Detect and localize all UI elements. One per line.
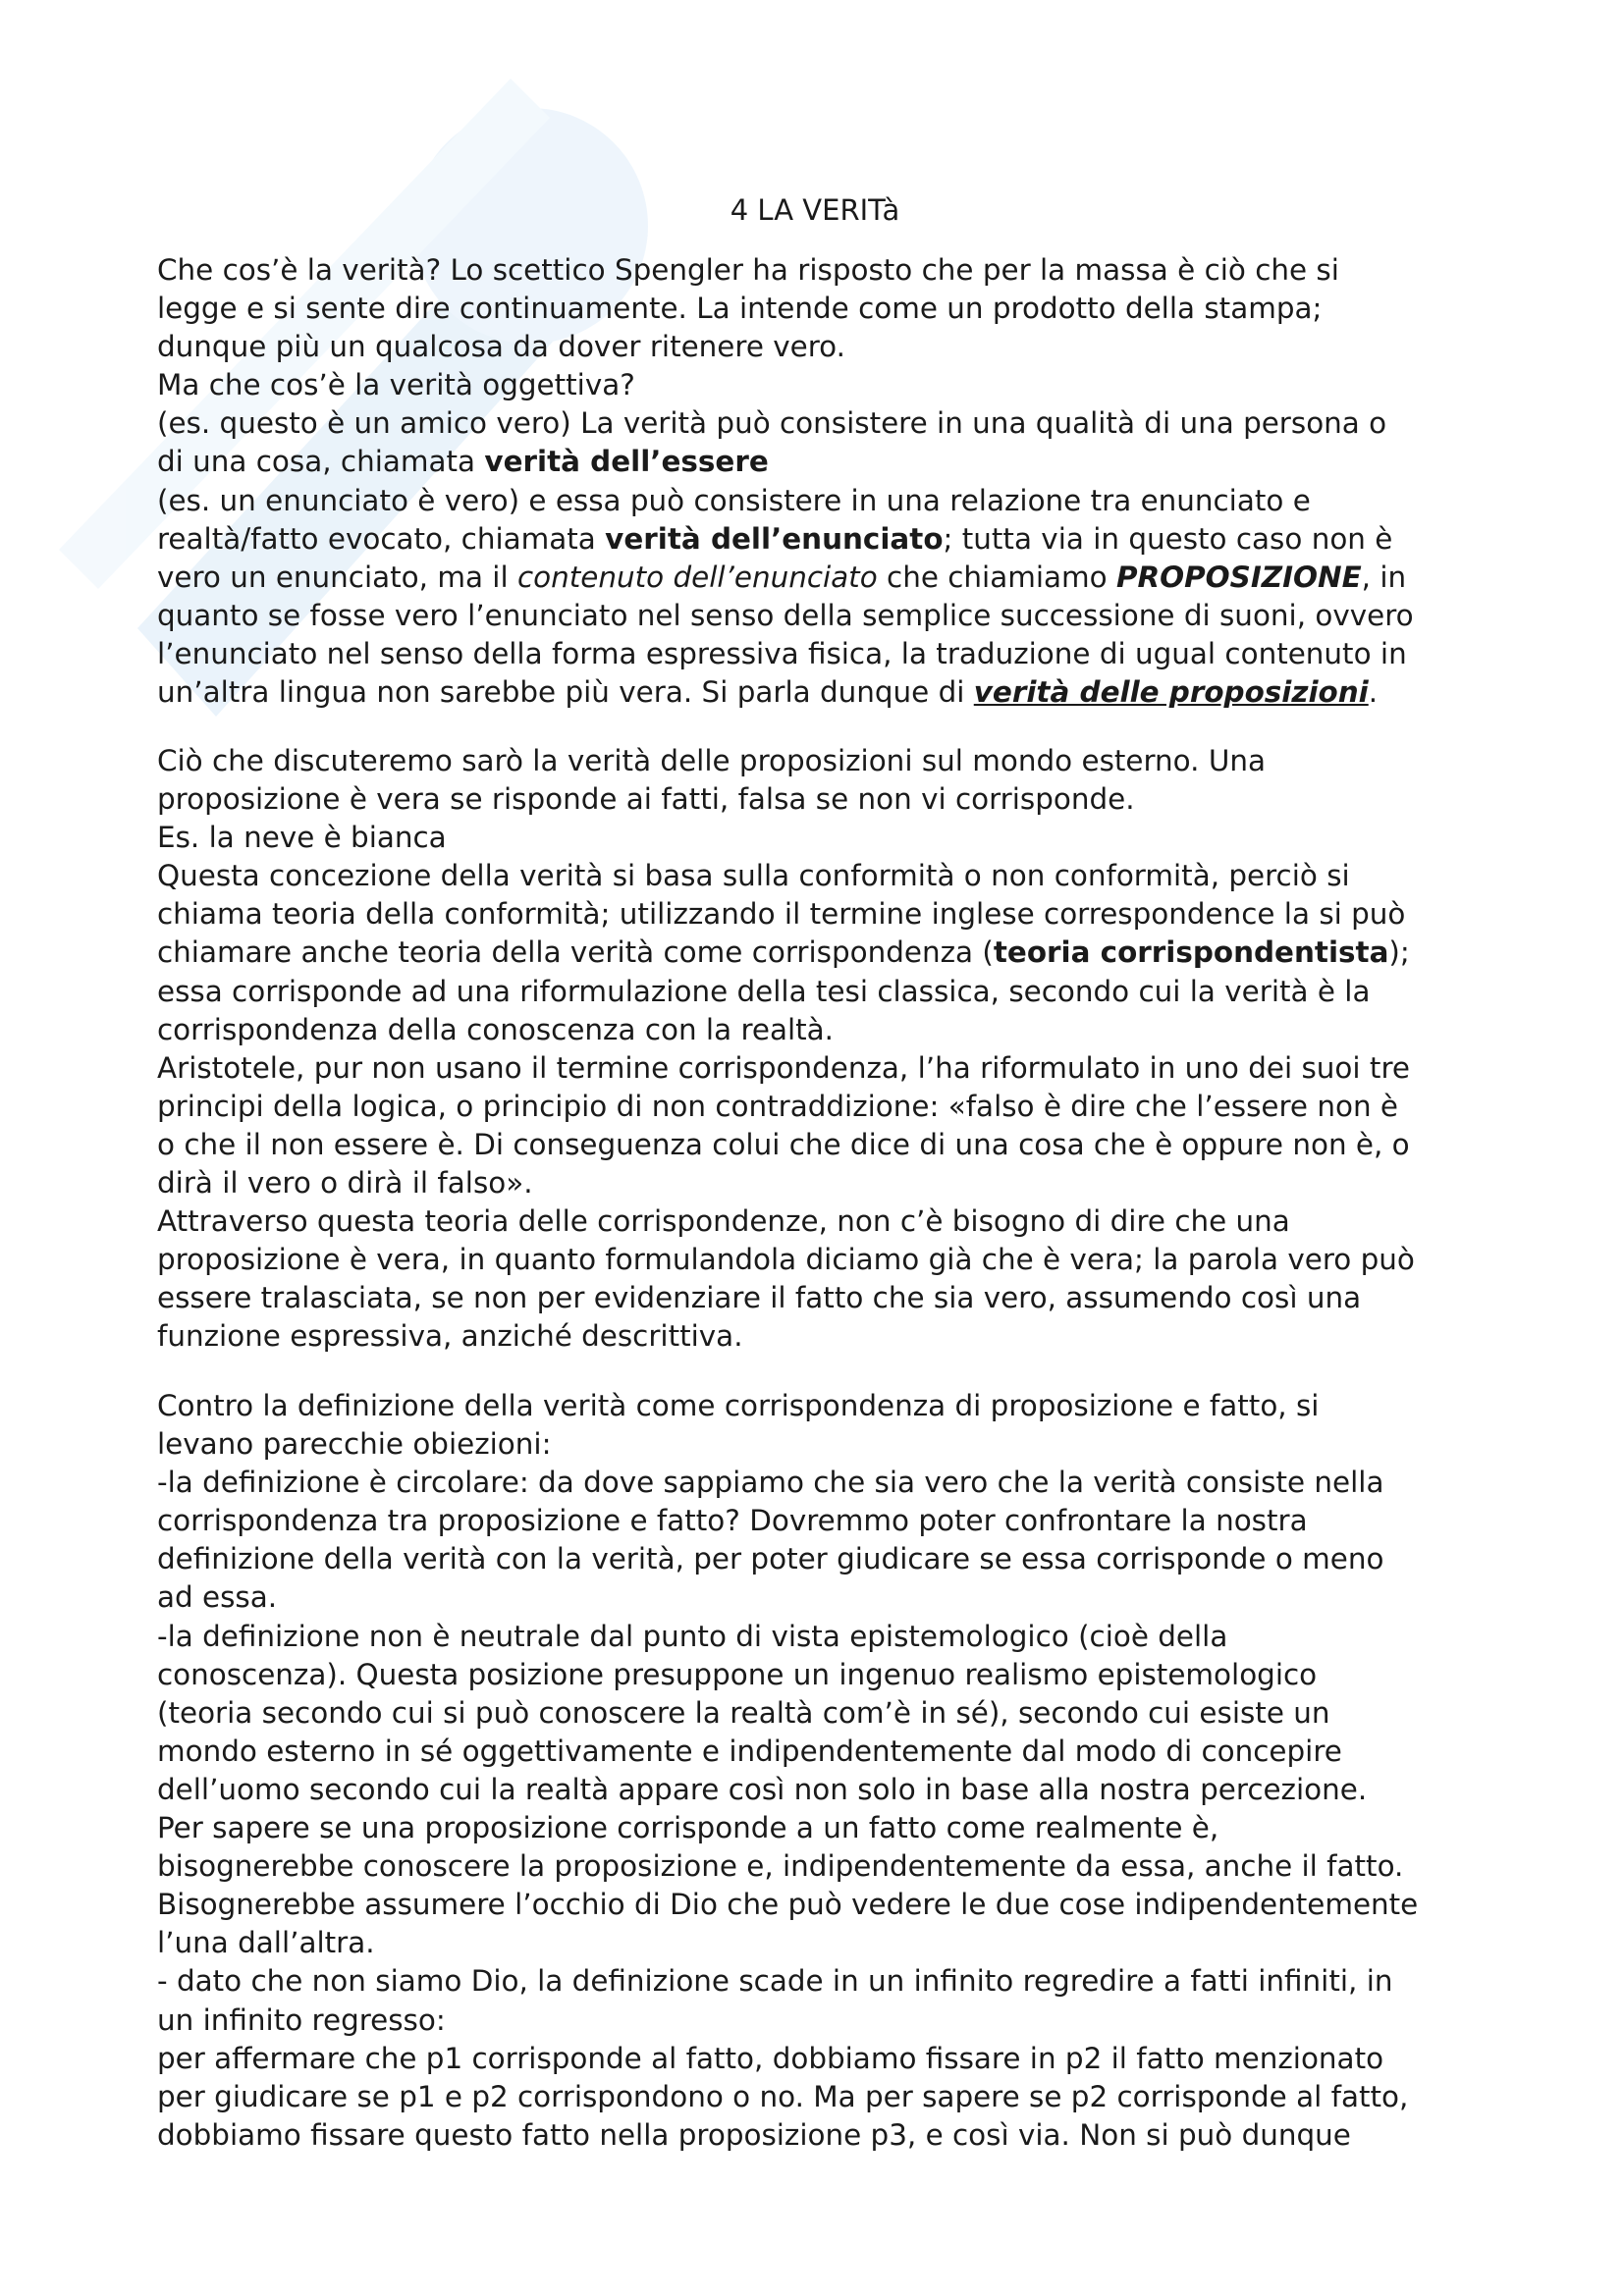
text-line [157, 443, 1473, 481]
paragraph-3 [157, 1387, 1473, 2155]
text-line [157, 1387, 1473, 1425]
text-span: conoscenza). Questa posizione presuppone un ingenuo realismo epistemologico [157, 1657, 1318, 1691]
text-line [157, 934, 1473, 972]
text-span: quanto se fosse vero l’enunciato nel senso della semplice successione di suoni, ovvero [157, 598, 1414, 632]
text-span: l’una dall’altra. [157, 1926, 375, 1960]
text-line [157, 328, 1473, 366]
text-span: (teoria secondo cui si può conoscere la realtà com’è in sé), secondo cui esiste un [157, 1695, 1330, 1730]
text-span: di una cosa, chiamata [157, 445, 485, 479]
text-span: dunque più un qualcosa da dover ritenere vero. [157, 330, 845, 364]
emphasized-text: contenuto dell’enunciato [516, 560, 878, 594]
text-span: Questa concezione della verità si basa sulla conformità o non conformità, perciò si [157, 859, 1350, 893]
text-span: Ciò che discuteremo sarò la verità delle proposizioni sul mondo esterno. Una [157, 744, 1266, 777]
text-line [157, 1317, 1473, 1356]
text-line [157, 1425, 1473, 1464]
text-span: -la definizione è circolare: da dove sappiamo che sia vero che la verità consiste nella [157, 1466, 1384, 1500]
text-line [157, 635, 1473, 673]
text-span: l’enunciato nel senso della forma espressiva fisica, la traduzione di ugual contenuto in [157, 636, 1407, 670]
text-span: vero un enunciato, ma il [157, 560, 517, 594]
text-span: corrispondenza della conoscenza con la realtà. [157, 1012, 835, 1046]
text-line [157, 1202, 1473, 1241]
text-line [157, 1656, 1473, 1694]
text-line [157, 482, 1473, 520]
text-span: bisognerebbe conoscere la proposizione e, indipendentemente da essa, anche il fatto. [157, 1849, 1404, 1884]
emphasized-text: verità dell’enunciato [605, 521, 944, 556]
text-span: principi della logica, o principio di non contraddizione: «falso è dire che l’essere non è [157, 1089, 1399, 1123]
text-span: - dato che non siamo Dio, la definizione scade in un infinito regredire a fatti infiniti, in [157, 1964, 1393, 1999]
emphasized-text: teoria corrispondentista [993, 935, 1389, 970]
text-line [157, 1241, 1473, 1279]
text-line [157, 597, 1473, 635]
emphasized-text: verità delle proposizioni [973, 675, 1369, 710]
text-span: essere tralasciata, se non per evidenziare il fatto che sia vero, assumendo così una [157, 1281, 1362, 1315]
text-span: Ma che cos’è la verità oggettiva? [157, 368, 635, 402]
text-line [157, 1049, 1473, 1088]
text-line [157, 1962, 1473, 2001]
emphasized-text: PROPOSIZIONE [1115, 560, 1362, 594]
text-span: corrispondenza tra proposizione e fatto? Dovremmo poter confrontare la nostra [157, 1504, 1308, 1538]
text-span: o che il non essere è. Di conseguenza colui che dice di una cosa che è oppure non è, o [157, 1127, 1410, 1161]
text-line [157, 559, 1473, 597]
text-line [157, 780, 1473, 819]
text-line [157, 673, 1473, 712]
text-line [157, 2116, 1473, 2155]
text-span: Es. la neve è bianca [157, 821, 447, 855]
paragraph-1 [157, 251, 1473, 712]
text-line [157, 2040, 1473, 2078]
text-span: un infinito regresso: [157, 2002, 446, 2037]
text-span: chiamare anche teoria della verità come corrispondenza ( [157, 935, 994, 970]
text-span: dobbiamo fissare questo fatto nella proposizione p3, e così via. Non si può dunque [157, 2117, 1351, 2152]
text-line [157, 1011, 1473, 1049]
text-line [157, 1088, 1473, 1126]
text-span: proposizione è vera, in quanto formulandola diciamo già che è vera; la parola vero può [157, 1243, 1415, 1277]
text-span: proposizione è vera se risponde ai fatti, falsa se non vi corrisponde. [157, 782, 1135, 817]
emphasized-text: verità dell’essere [484, 445, 769, 479]
text-span: ad essa. [157, 1580, 278, 1615]
text-span: ); [1388, 935, 1410, 970]
text-line [157, 290, 1473, 328]
text-span: Attraverso questa teoria delle corrispondenze, non c’è bisogno di dire che una [157, 1204, 1290, 1239]
text-span: . [1368, 675, 1379, 710]
text-span: Che cos’è la verità? Lo scettico Spengler ha risposto che per la massa è ciò che si [157, 253, 1339, 287]
text-line [157, 1924, 1473, 1962]
text-span: , in [1361, 560, 1407, 594]
text-span: Contro la definizione della verità come corrispondenza di proposizione e fatto, si [157, 1389, 1320, 1422]
text-line [157, 1464, 1473, 1502]
text-line [157, 1618, 1473, 1656]
text-span: mondo esterno in sé oggettivamente e indipendentemente dal modo di concepire [157, 1734, 1342, 1768]
text-span: dell’uomo secondo cui la realtà appare così non solo in base alla nostra percezione. [157, 1772, 1368, 1806]
text-span: essa corrisponde ad una riformulazione della tesi classica, secondo cui la verità è la [157, 974, 1371, 1008]
text-span: per giudicare se p1 e p2 corrispondono o no. Ma per sapere se p2 corrisponde al fatto, [157, 2079, 1409, 2113]
text-line [157, 2078, 1473, 2116]
text-line [157, 895, 1473, 934]
page-title: 4 LA VERITà [730, 193, 900, 227]
text-line [157, 251, 1473, 290]
text-span: per affermare che p1 corrisponde al fatto, dobbiamo fissare in p2 il fatto menzionato [157, 2041, 1384, 2075]
text-line [157, 1771, 1473, 1809]
text-line [157, 973, 1473, 1011]
paragraph-2 [157, 742, 1473, 1357]
text-span: legge e si sente dire continuamente. La intende come un prodotto della stampa; [157, 292, 1323, 326]
text-line [157, 366, 1473, 404]
text-span: realtà/fatto evocato, chiamata [157, 521, 606, 556]
text-span: (es. un enunciato è vero) e essa può consistere in una relazione tra enunciato e [157, 483, 1311, 517]
text-line [157, 1279, 1473, 1317]
text-line [157, 1578, 1473, 1617]
text-span: dirà il vero o dirà il falso». [157, 1166, 533, 1201]
text-line [157, 1733, 1473, 1771]
text-line [157, 1164, 1473, 1202]
text-span: Bisognerebbe assumere l’occhio di Dio che può vedere le due cose indipendentemente [157, 1888, 1419, 1922]
text-line [157, 1694, 1473, 1733]
text-span: che chiamiamo [877, 560, 1116, 594]
text-span: (es. questo è un amico vero) La verità può consistere in una qualità di una persona o [157, 406, 1387, 441]
text-span: chiama teoria della conformità; utilizzando il termine inglese correspondence la si può [157, 897, 1406, 932]
text-line [157, 1126, 1473, 1164]
text-line [157, 1502, 1473, 1540]
text-span: definizione della verità con la verità, per poter giudicare se essa corrisponde o meno [157, 1542, 1384, 1576]
text-span: ; tutta via in questo caso non è [943, 521, 1393, 556]
text-line [157, 857, 1473, 895]
text-line [157, 520, 1473, 559]
text-line [157, 404, 1473, 443]
text-span: Aristotele, pur non usano il termine corrispondenza, l’ha riformulato in uno dei suoi tre [157, 1050, 1410, 1085]
text-line [157, 1540, 1473, 1578]
text-line [157, 2002, 1473, 2040]
text-span: Per sapere se una proposizione corrisponde a un fatto come realmente è, [157, 1811, 1219, 1845]
text-span: un’altra lingua non sarebbe più vera. Si parla dunque di [157, 675, 974, 710]
text-line [157, 1886, 1473, 1924]
text-span: funzione espressiva, anziché descrittiva. [157, 1319, 743, 1354]
text-line [157, 742, 1473, 780]
text-line [157, 1809, 1473, 1847]
text-line [157, 819, 1473, 857]
text-line [157, 1847, 1473, 1886]
text-span: -la definizione non è neutrale dal punto di vista epistemologico (cioè della [157, 1619, 1228, 1653]
text-span: levano parecchie obiezioni: [157, 1427, 552, 1462]
